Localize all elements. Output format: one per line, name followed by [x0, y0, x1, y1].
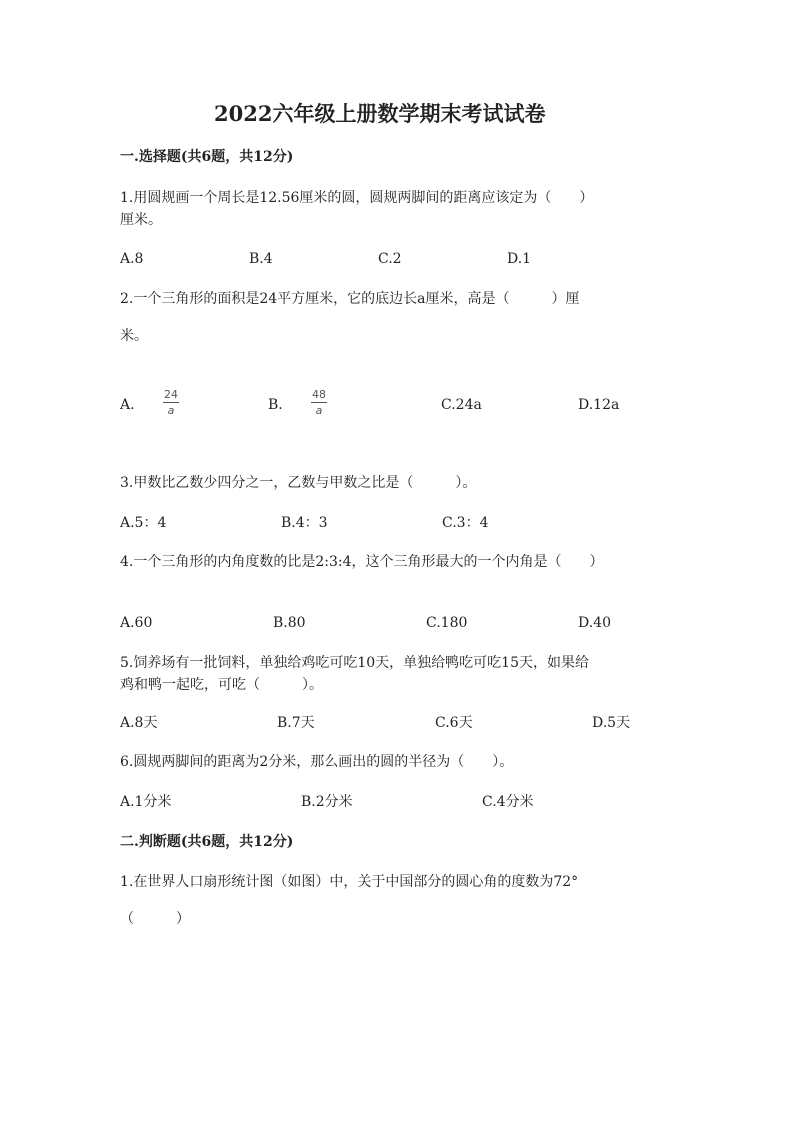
question-2-text-cont: 米。	[120, 328, 148, 344]
option-a: A.1分米	[120, 794, 172, 810]
option-c: C.6天	[435, 715, 473, 731]
option-a: A.60	[120, 615, 153, 631]
option-b: B.2分米	[301, 794, 353, 810]
fraction-b	[311, 388, 327, 417]
option-d: D.40	[578, 615, 611, 631]
fraction-numerator: 48	[312, 388, 326, 401]
option-b: B.	[268, 397, 283, 413]
fraction-a	[163, 388, 179, 417]
question-4-text: 4.一个三角形的内角度数的比是2:3:4，这个三角形最大的一个内角是（ ）	[120, 554, 604, 570]
judge-question-1-answer-blank: （ ）	[120, 911, 190, 927]
question-5-text-cont: 鸡和鸭一起吃，可吃（ ）。	[120, 677, 323, 693]
option-d: D.1	[507, 251, 532, 267]
option-c: C.180	[426, 615, 468, 631]
fraction-numerator: 24	[164, 388, 178, 401]
option-a: A.5：4	[120, 515, 167, 531]
option-a: A.8	[120, 251, 144, 267]
option-b: B.80	[273, 615, 306, 631]
option-c: C.4分米	[482, 794, 534, 810]
section-heading: 二.判断题(共6题，共12分)	[120, 834, 294, 850]
question-5-text: 5.饲养场有一批饲料，单独给鸡吃可吃10天，单独给鸭吃可吃15天，如果给	[120, 655, 589, 671]
question-1-text: 1.用圆规画一个周长是12.56厘米的圆，圆规两脚间的距离应该定为（ ）	[120, 190, 594, 206]
question-3-text: 3.甲数比乙数少四分之一，乙数与甲数之比是（ ）。	[120, 475, 477, 491]
option-d: D.5天	[592, 715, 631, 731]
question-6-text: 6.圆规两脚间的距离为2分米，那么画出的圆的半径为（ ）。	[120, 754, 514, 770]
option-c: C.3：4	[442, 515, 489, 531]
fraction-denominator: a	[167, 404, 175, 417]
question-1-text-cont: 厘米。	[120, 212, 162, 228]
option-a: A.8天	[120, 715, 158, 731]
section-heading: 一.选择题(共6题，共12分)	[120, 149, 294, 165]
option-d: D.12a	[578, 397, 620, 413]
option-b: B.4	[249, 251, 273, 267]
option-b: B.7天	[277, 715, 315, 731]
option-c: C.2	[378, 251, 402, 267]
fraction-denominator: a	[315, 404, 323, 417]
option-b: B.4：3	[281, 515, 328, 531]
question-2-text: 2.一个三角形的面积是24平方厘米，它的底边长a厘米，高是（ ）厘	[120, 291, 580, 307]
page-title: 2022六年级上册数学期末考试试卷	[214, 101, 546, 126]
option-c: C.24a	[441, 397, 482, 413]
judge-question-1-text: 1.在世界人口扇形统计图（如图）中，关于中国部分的圆心角的度数为72°	[120, 874, 579, 890]
option-a: A.	[120, 397, 135, 413]
